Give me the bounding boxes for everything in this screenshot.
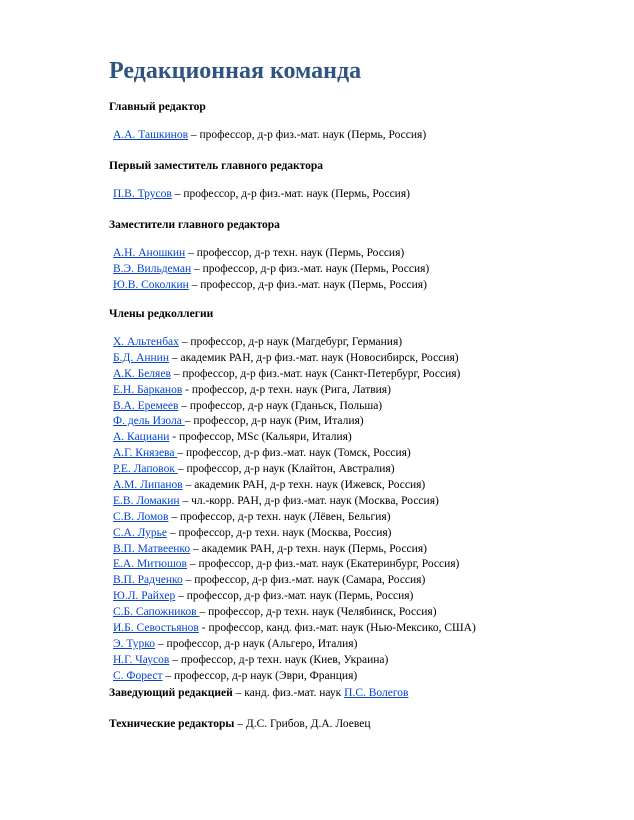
person-link[interactable]: С.В. Ломов bbox=[113, 510, 169, 523]
person-link[interactable]: Ю.В. Соколкин bbox=[113, 278, 189, 291]
person-description: профессор, д-р техн. наук (Киев, Украина) bbox=[180, 653, 389, 666]
person-link[interactable]: А. Кациани bbox=[113, 431, 170, 444]
person-separator: – bbox=[155, 637, 167, 650]
person-separator: – bbox=[169, 653, 181, 666]
list-item bbox=[113, 494, 476, 510]
person-link[interactable]: Э. Турко bbox=[113, 637, 156, 650]
person-link[interactable]: С.А. Лурье bbox=[113, 526, 167, 539]
list-item bbox=[113, 621, 476, 637]
person-link[interactable]: Р.Е. Лаповок bbox=[113, 463, 178, 476]
person-separator: - bbox=[169, 431, 179, 444]
person-link[interactable]: А.Г. Князева bbox=[113, 447, 178, 460]
list-item bbox=[113, 637, 476, 653]
list-deputies bbox=[113, 246, 429, 294]
person-description: профессор, д-р техн. наук (Москва, Россия) bbox=[178, 526, 392, 539]
person-description: профессор, д-р физ.-мат. наук (Пермь, Россия) bbox=[199, 129, 427, 141]
list-item bbox=[113, 589, 476, 605]
list-item bbox=[113, 557, 476, 573]
list-item bbox=[113, 605, 476, 621]
list-item bbox=[113, 478, 476, 494]
list-item bbox=[113, 128, 426, 144]
list-first-deputy bbox=[113, 187, 410, 203]
person-description: профессор, MSc (Кальяри, Италия) bbox=[179, 431, 352, 444]
person-separator: – bbox=[188, 129, 200, 141]
managing-editor-link[interactable]: П.С. Волегов bbox=[344, 687, 409, 699]
person-link[interactable]: В.Э. Вильдеман bbox=[113, 262, 192, 275]
person-description: профессор, д-р наук (Магдебург, Германия) bbox=[190, 336, 403, 348]
list-item bbox=[113, 573, 476, 589]
list-item bbox=[113, 669, 476, 685]
managing-editor-label: Заведующий редакцией bbox=[109, 687, 233, 699]
person-separator: – bbox=[162, 669, 175, 682]
person-link[interactable]: Ю.Л. Райхер bbox=[113, 590, 176, 603]
technical-editors-line bbox=[109, 718, 371, 730]
person-description: профессор, д-р техн. наук (Пермь, Россия) bbox=[196, 247, 405, 259]
person-separator: – bbox=[175, 590, 187, 603]
person-description: профессор, д-р физ.-мат. наук (Томск, Россия) bbox=[185, 447, 411, 460]
list-board bbox=[113, 335, 476, 685]
person-link[interactable]: Б.Д. Аннин bbox=[113, 351, 169, 364]
person-separator: – bbox=[182, 479, 195, 492]
list-item bbox=[113, 262, 429, 278]
list-item bbox=[113, 526, 476, 542]
person-separator: – bbox=[199, 606, 209, 619]
person-description: профессор, д-р техн. наук (Рига, Латвия) bbox=[191, 383, 391, 396]
managing-editor-line bbox=[109, 687, 408, 699]
person-description: профессор, д-р наук (Альгеро, Италия) bbox=[166, 637, 358, 650]
managing-editor-text: – канд. физ.-мат. наук bbox=[232, 687, 345, 699]
section-heading-chief: Главный редактор bbox=[109, 101, 206, 113]
person-description: профессор, д-р физ.-мат. наук (Екатеринбург, Россия) bbox=[198, 558, 460, 571]
person-description: чл.-корр. РАН, д-р физ.-мат. наук (Москва, Россия) bbox=[191, 494, 439, 507]
person-separator: – bbox=[182, 574, 195, 587]
person-separator: – bbox=[179, 494, 192, 507]
person-separator: – bbox=[170, 367, 183, 380]
person-link[interactable]: В.А. Еремеев bbox=[113, 399, 179, 412]
list-item bbox=[113, 278, 429, 294]
person-link[interactable]: С. Форест bbox=[113, 669, 163, 682]
list-item bbox=[113, 446, 476, 462]
person-separator: - bbox=[182, 383, 192, 396]
person-link[interactable]: В.П. Матвеенко bbox=[113, 542, 191, 555]
person-description: профессор, канд. физ.-мат. наук (Нью-Мексико, США) bbox=[208, 622, 476, 635]
person-link[interactable]: С.Б. Сапожников bbox=[113, 606, 200, 619]
list-item bbox=[113, 187, 410, 203]
person-link[interactable]: А.А. Ташкинов bbox=[113, 129, 189, 141]
list-item bbox=[113, 351, 476, 367]
technical-editors-text: – Д.С. Грибов, Д.А. Лоевец bbox=[234, 718, 371, 730]
person-link[interactable]: А.К. Беляев bbox=[113, 367, 171, 380]
person-description: профессор, д-р физ.-мат. наук (Пермь, Россия) bbox=[186, 590, 414, 603]
list-item bbox=[113, 542, 476, 558]
person-link[interactable]: А.Н. Аношкин bbox=[113, 247, 186, 259]
person-description: профессор, д-р техн. наук (Челябинск, Россия) bbox=[208, 606, 437, 619]
person-separator: – bbox=[191, 262, 203, 275]
person-link[interactable]: Ф. дель Изола bbox=[113, 415, 185, 428]
person-description: профессор, д-р физ.-мат. наук (Пермь, Россия) bbox=[200, 278, 427, 291]
list-item bbox=[113, 367, 476, 383]
list-item bbox=[113, 653, 476, 669]
person-link[interactable]: Х. Альтенбах bbox=[113, 336, 179, 348]
person-separator: – bbox=[177, 463, 187, 476]
person-description: профессор, д-р техн. наук (Лёвен, Бельгия) bbox=[179, 510, 391, 523]
person-description: профессор, д-р наук (Рим, Италия) bbox=[193, 415, 364, 428]
person-separator: – bbox=[178, 336, 191, 348]
person-separator: – bbox=[168, 510, 180, 523]
person-separator: – bbox=[188, 278, 201, 291]
person-separator: - bbox=[198, 622, 209, 635]
list-item bbox=[113, 430, 476, 446]
person-description: профессор, д-р наук (Эври, Франция) bbox=[174, 669, 358, 682]
person-description: профессор, д-р физ.-мат. наук (Санкт-Петербург, Россия) bbox=[182, 367, 461, 380]
list-item bbox=[113, 414, 476, 430]
list-item bbox=[113, 335, 476, 351]
list-item bbox=[113, 383, 476, 399]
technical-editors-label: Технические редакторы bbox=[109, 718, 235, 730]
person-link[interactable]: Е.А. Митюшов bbox=[113, 558, 187, 571]
list-item bbox=[113, 246, 429, 262]
person-separator: – bbox=[178, 399, 190, 412]
person-link[interactable]: Е.В. Ломакин bbox=[113, 494, 180, 507]
section-heading-board: Члены редколлегии bbox=[109, 308, 214, 320]
person-separator: – bbox=[184, 415, 194, 428]
person-description: профессор, д-р наук (Гданьск, Польша) bbox=[189, 399, 383, 412]
person-description: академик РАН, д-р физ.-мат. наук (Новосибирск, Россия) bbox=[180, 351, 459, 364]
person-separator: – bbox=[166, 526, 179, 539]
section-heading-deputies: Заместители главного редактора bbox=[109, 219, 280, 231]
person-separator: – bbox=[171, 188, 184, 200]
person-link[interactable]: Н.Г. Чаусов bbox=[113, 653, 170, 666]
list-item bbox=[113, 462, 476, 478]
list-item bbox=[113, 399, 476, 415]
person-separator: – bbox=[187, 558, 199, 571]
person-link[interactable]: Е.Н. Барканов bbox=[113, 383, 183, 396]
person-link[interactable]: А.М. Липанов bbox=[113, 479, 183, 492]
person-separator: – bbox=[190, 542, 202, 555]
person-separator: – bbox=[169, 351, 181, 364]
list-item bbox=[113, 510, 476, 526]
person-link[interactable]: П.В. Трусов bbox=[113, 188, 172, 200]
person-description: профессор, д-р наук (Клайтон, Австралия) bbox=[186, 463, 395, 476]
person-link[interactable]: В.П. Радченко bbox=[113, 574, 183, 587]
person-separator: – bbox=[185, 247, 197, 259]
section-heading-first-deputy: Первый заместитель главного редактора bbox=[109, 160, 324, 172]
person-description: академик РАН, д-р техн. наук (Пермь, Россия) bbox=[201, 542, 427, 555]
person-description: профессор, д-р физ.-мат. наук (Пермь, Россия) bbox=[202, 262, 430, 275]
person-separator: – bbox=[177, 447, 186, 460]
person-description: профессор, д-р физ.-мат. наук (Самара, Россия) bbox=[194, 574, 426, 587]
person-link[interactable]: И.Б. Севостьянов bbox=[113, 622, 199, 635]
person-description: академик РАН, д-р техн. наук (Ижевск, Россия) bbox=[194, 479, 426, 492]
list-chief bbox=[113, 128, 426, 144]
page-title: Редакционная команда bbox=[109, 58, 362, 84]
person-description: профессор, д-р физ.-мат. наук (Пермь, Россия) bbox=[183, 188, 410, 200]
